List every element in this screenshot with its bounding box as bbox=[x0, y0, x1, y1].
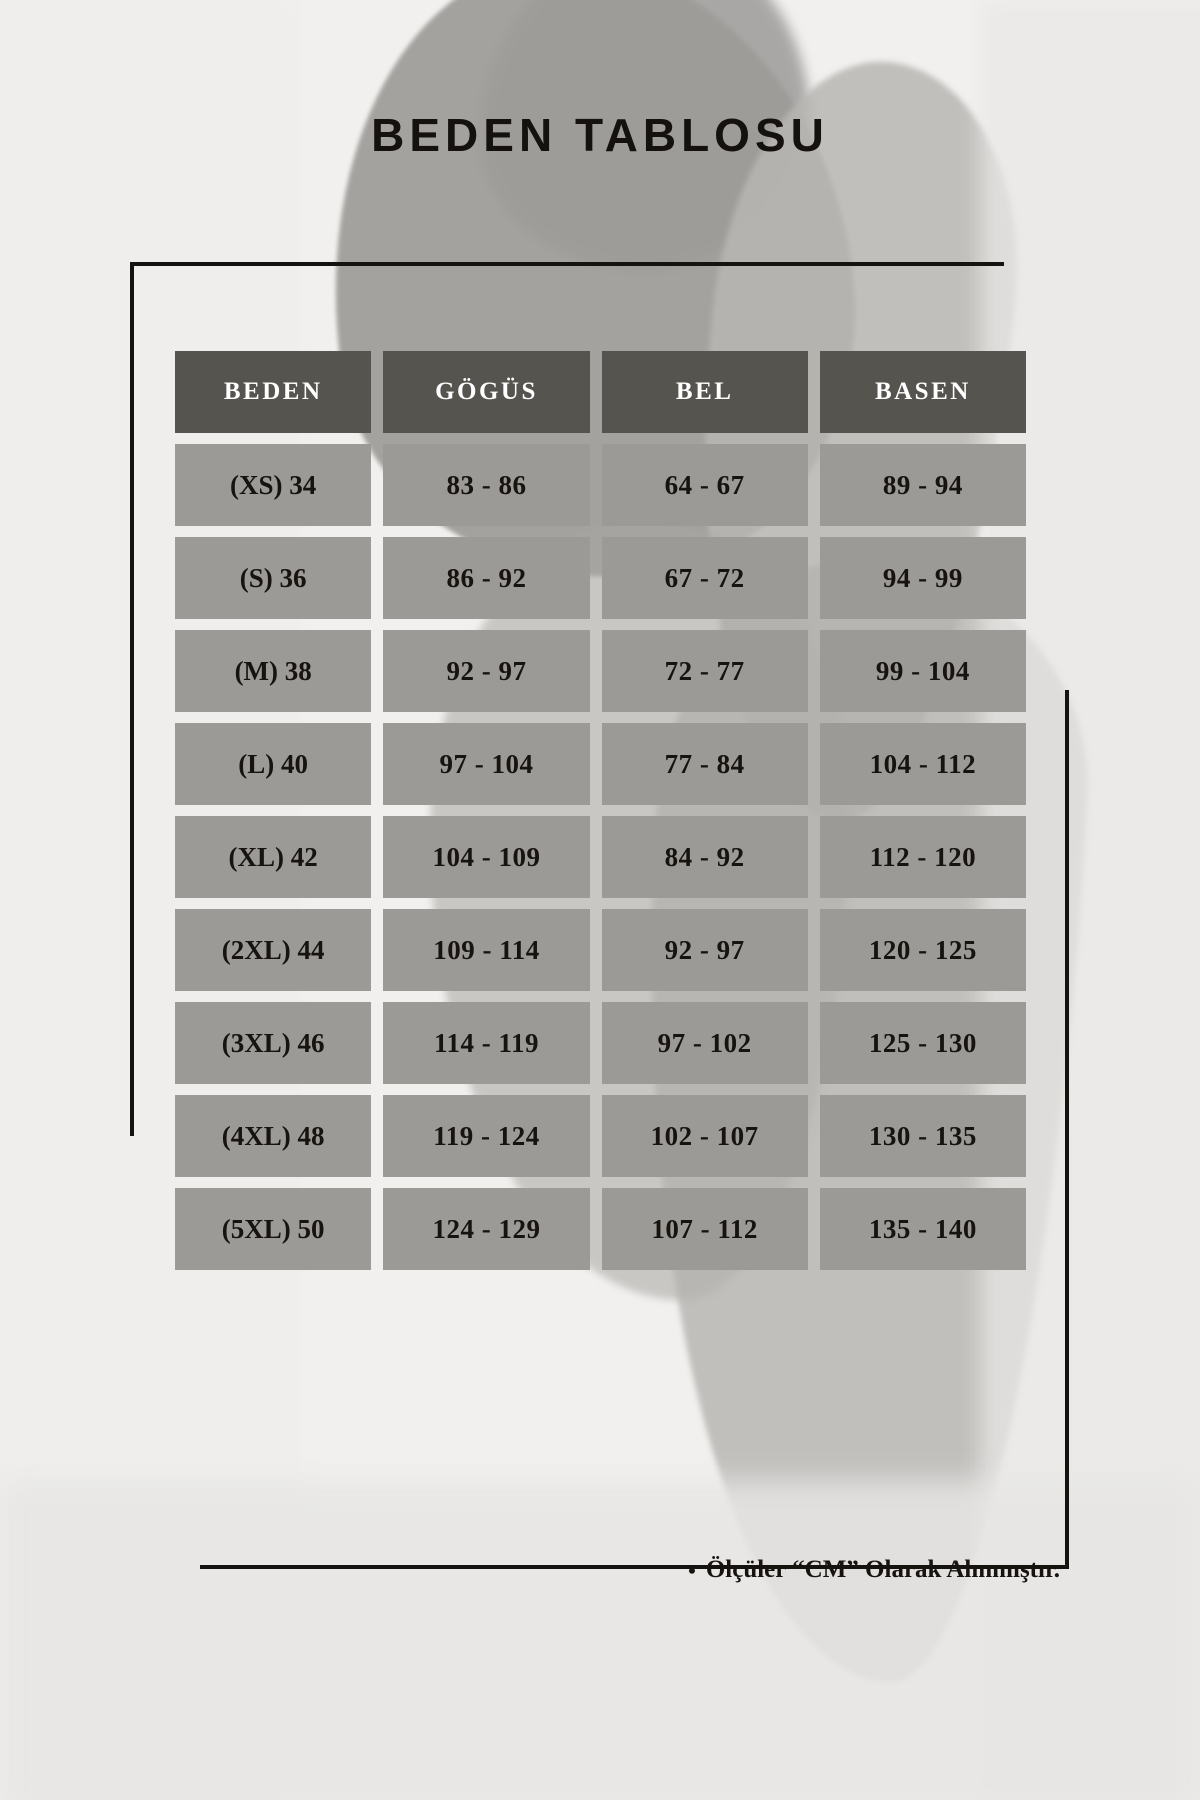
cell-beden: (M) 38 bbox=[175, 630, 371, 712]
cell-gogus: 92 - 97 bbox=[383, 630, 589, 712]
cell-bel: 92 - 97 bbox=[602, 909, 808, 991]
footnote-text: Ölçüler “CM” Olarak Alınmıştır. bbox=[705, 1556, 1060, 1583]
cell-beden: (5XL) 50 bbox=[175, 1188, 371, 1270]
table-row bbox=[175, 1188, 1026, 1270]
size-table bbox=[163, 340, 1038, 1281]
table-header-row bbox=[175, 351, 1026, 433]
cell-gogus: 104 - 109 bbox=[383, 816, 589, 898]
page-title: BEDEN TABLOSU bbox=[371, 109, 829, 161]
cell-basen: 120 - 125 bbox=[820, 909, 1026, 991]
bullet-icon: • bbox=[688, 1558, 696, 1584]
cell-basen: 130 - 135 bbox=[820, 1095, 1026, 1177]
cell-bel: 102 - 107 bbox=[602, 1095, 808, 1177]
cell-basen: 99 - 104 bbox=[820, 630, 1026, 712]
cell-bel: 107 - 112 bbox=[602, 1188, 808, 1270]
table-row bbox=[175, 816, 1026, 898]
table-row bbox=[175, 630, 1026, 712]
cell-beden: (4XL) 48 bbox=[175, 1095, 371, 1177]
cell-gogus: 83 - 86 bbox=[383, 444, 589, 526]
cell-gogus: 109 - 114 bbox=[383, 909, 589, 991]
cell-basen: 89 - 94 bbox=[820, 444, 1026, 526]
cell-bel: 72 - 77 bbox=[602, 630, 808, 712]
cell-beden: (3XL) 46 bbox=[175, 1002, 371, 1084]
size-table-body bbox=[175, 444, 1026, 1270]
cell-bel: 64 - 67 bbox=[602, 444, 808, 526]
cell-beden: (L) 40 bbox=[175, 723, 371, 805]
column-header-bel: BEL bbox=[602, 351, 808, 433]
cell-gogus: 124 - 129 bbox=[383, 1188, 589, 1270]
table-row bbox=[175, 537, 1026, 619]
cell-basen: 104 - 112 bbox=[820, 723, 1026, 805]
footnote bbox=[0, 1556, 1200, 1584]
cell-beden: (S) 36 bbox=[175, 537, 371, 619]
table-row bbox=[175, 909, 1026, 991]
cell-gogus: 119 - 124 bbox=[383, 1095, 589, 1177]
cell-beden: (XS) 34 bbox=[175, 444, 371, 526]
table-row bbox=[175, 1095, 1026, 1177]
column-header-basen: BASEN bbox=[820, 351, 1026, 433]
cell-bel: 84 - 92 bbox=[602, 816, 808, 898]
cell-basen: 125 - 130 bbox=[820, 1002, 1026, 1084]
cell-beden: (2XL) 44 bbox=[175, 909, 371, 991]
column-header-beden: BEDEN bbox=[175, 351, 371, 433]
cell-basen: 135 - 140 bbox=[820, 1188, 1026, 1270]
size-table-head bbox=[175, 351, 1026, 433]
column-header-gogus: GÖGÜS bbox=[383, 351, 589, 433]
cell-bel: 67 - 72 bbox=[602, 537, 808, 619]
cell-gogus: 86 - 92 bbox=[383, 537, 589, 619]
table-row bbox=[175, 444, 1026, 526]
cell-basen: 112 - 120 bbox=[820, 816, 1026, 898]
cell-beden: (XL) 42 bbox=[175, 816, 371, 898]
table-row bbox=[175, 1002, 1026, 1084]
cell-gogus: 114 - 119 bbox=[383, 1002, 589, 1084]
cell-bel: 97 - 102 bbox=[602, 1002, 808, 1084]
cell-bel: 77 - 84 bbox=[602, 723, 808, 805]
cell-gogus: 97 - 104 bbox=[383, 723, 589, 805]
table-row bbox=[175, 723, 1026, 805]
cell-basen: 94 - 99 bbox=[820, 537, 1026, 619]
